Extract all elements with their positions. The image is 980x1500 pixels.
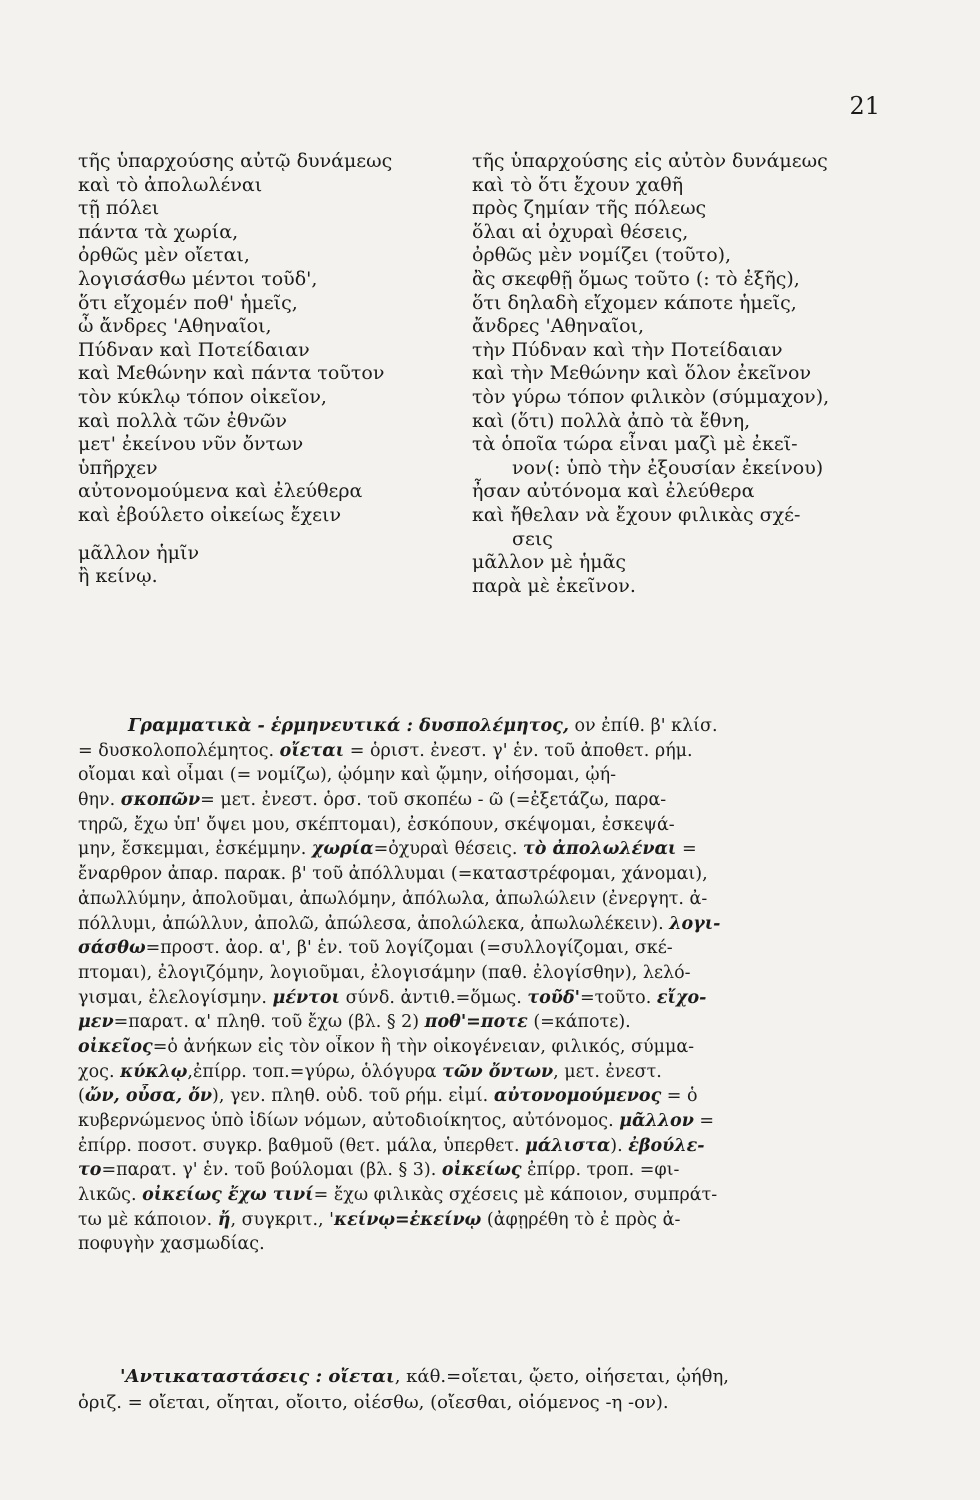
note-text: οἴομαι καὶ οἶμαι (= νομίζω), ᾠόμην καὶ ᾤμην, οἰήσομαι, ᾠή- — [78, 765, 617, 786]
note-text: τηρῶ, ἔχω ὑπ' ὄψει μου, σκέπτομαι), ἐσκόπουν, σκέψομαι, ἐσκεψά- — [78, 814, 675, 835]
notes-line — [78, 986, 868, 1011]
note-text: = — [676, 839, 697, 860]
note-text: (ἀφῃρέθη τὸ ἐ πρὸς ἀ- — [481, 1209, 681, 1230]
notes-line — [78, 1010, 868, 1035]
notes-line — [78, 813, 868, 838]
note-text: , συγκριτ., ' — [230, 1209, 334, 1230]
note-text: , μετ. ἐνεστ. — [553, 1061, 662, 1082]
note-text: κυβερνώμενος ὑπὸ ἰδίων νόμων, αὐτοδιοίκητος, αὐτόνομος. — [78, 1111, 620, 1131]
notes-line — [78, 1158, 868, 1183]
right-column-line: ὀρθῶς μὲν νομίζει (τοῦτο), — [472, 244, 732, 267]
notes-line — [78, 862, 868, 887]
left-column-line: ὦ ἄνδρες 'Αθηναῖοι, — [78, 315, 272, 338]
notes-line — [78, 1134, 868, 1159]
substitutions-line — [78, 1390, 868, 1416]
note-text: ἐπίρρ. ποσοτ. συγκρ. βαθμοῦ (θετ. μάλα, ὑπερθετ. — [78, 1135, 526, 1156]
note-text: ). — [610, 1135, 629, 1156]
left-column-line: ὑπῆρχεν — [78, 456, 158, 479]
right-column-line: καὶ ἤθελαν νὰ ἔχουν φιλικὰς σχέ- — [472, 503, 801, 526]
right-column-line: ἄνδρες 'Αθηναῖοι, — [472, 315, 645, 338]
term: οἰκεῖος — [78, 1036, 153, 1057]
notes-line — [78, 1109, 868, 1134]
right-column-line: σεις — [512, 527, 553, 550]
right-column-line: καὶ (ὅτι) πολλὰ ἀπὸ τὰ ἔθνη, — [472, 409, 751, 432]
note-text: θην. — [78, 790, 121, 811]
notes-line — [78, 1060, 868, 1085]
page-number: 21 — [849, 92, 880, 120]
left-column-line: πάντα τὰ χωρία, — [78, 220, 239, 243]
notes-line — [78, 1208, 868, 1233]
note-text: =τοῦτο. — [579, 987, 657, 1008]
right-column-line: ὅτι δηλαδὴ εἴχομεν κάποτε ἡμεῖς, — [472, 291, 797, 314]
note-text: ποφυγὴν χασμωδίας. — [78, 1234, 265, 1255]
left-column-line: μᾶλλον ἡμῖν — [78, 541, 200, 564]
notes-line — [78, 1084, 868, 1109]
term: οἰκείως ἔχω τινί — [142, 1185, 314, 1206]
right-column-line: τὴν Πύδναν καὶ τὴν Ποτείδαιαν — [472, 338, 783, 361]
term: τὸ ἀπολωλέναι — [522, 839, 677, 860]
notes-line — [78, 788, 868, 813]
substitutions-line — [78, 1364, 868, 1390]
notes-line — [78, 837, 868, 862]
term: Γραμματικὰ - ἑρμηνευτικά : δυσπολέμητος, — [128, 716, 569, 736]
term: εἴχο- — [656, 987, 707, 1008]
note-text: ( — [78, 1086, 85, 1107]
note-text: ἀπωλλύμην, ἀπολοῦμαι, ἀπωλόμην, ἀπόλωλα, ἀπωλώλειν (ἐνεργητ. ἀ- — [78, 888, 708, 909]
right-column-line: ἦσαν αὐτόνομα καὶ ἐλεύθερα — [472, 480, 755, 503]
left-column-line: ἢ κείνῳ. — [78, 565, 158, 588]
right-column-line: τῆς ὑπαρχούσης εἰς αὐτὸν δυνάμεως — [472, 150, 828, 172]
term: κύκλῳ — [120, 1061, 188, 1082]
notes-line — [78, 1183, 868, 1208]
left-column-line: Πύδναν καὶ Ποτείδαιαν — [78, 338, 310, 361]
note-text: =προστ. ἀορ. α', β' ἑν. τοῦ λογίζομαι (=συλλογίζομαι, σκέ- — [145, 938, 673, 959]
left-column-line: τῇ πόλει — [78, 197, 160, 220]
right-column-line: τὰ ὁποῖα τώρα εἶναι μαζὶ μὲ ἐκεῖ- — [472, 433, 798, 456]
notes-line — [78, 912, 868, 937]
term: οἴεται — [279, 740, 345, 761]
note-text: μην, ἔσκεμμαι, ἐσκέμμην. — [78, 839, 312, 860]
note-text: = ἔχω φιλικὰς σχέσεις μὲ κάποιον, συμπράτ- — [313, 1185, 718, 1206]
term: αὐτονομούμενος — [493, 1086, 662, 1107]
note-text: = μετ. ἐνεστ. ὁρσ. τοῦ σκοπέω - ῶ (=ἐξετάζω, παρα- — [200, 790, 667, 811]
term: οἰκείως — [441, 1160, 522, 1181]
right-column-line: ὅλαι αἱ ὀχυραὶ θέσεις, — [472, 220, 689, 243]
term: κείνῳ=ἐκείνῳ — [333, 1209, 482, 1230]
term: σάσθω — [78, 938, 146, 959]
notes-line — [78, 936, 868, 961]
notes-line — [78, 1035, 868, 1060]
note-text: =ὁ ἀνήκων εἰς τὸν οἶκον ἢ τὴν οἰκογένειαν, φιλικός, σύμμα- — [152, 1036, 695, 1057]
left-column-line: καὶ τὸ ἀπολωλέναι — [78, 173, 263, 196]
left-column-line: καὶ πολλὰ τῶν ἐθνῶν — [78, 409, 287, 432]
term: 'Αντικαταστάσεις : οἴεται — [120, 1366, 395, 1387]
term: χωρία — [311, 839, 374, 860]
note-text: πτομαι), ἐλογιζόμην, λογιοῦμαι, ἐλογισάμην (παθ. ἐλογίσθην), λελό- — [78, 962, 691, 983]
note-text: = — [693, 1111, 715, 1131]
right-column-line: ἂς σκεφθῇ ὅμως τοῦτο (: τὸ ἑξῆς), — [472, 267, 800, 290]
left-column-line: καὶ Μεθώνην καὶ πάντα τοῦτον — [78, 362, 385, 385]
left-column-line: ὀρθῶς μὲν οἴεται, — [78, 244, 250, 267]
note-text: =ὀχυραὶ θέσεις. — [373, 839, 523, 860]
notes-line — [78, 961, 868, 986]
notes-line — [78, 1232, 868, 1257]
left-column-line: λογισάσθω μέντοι τοῦδ', — [78, 267, 318, 290]
right-column-line: παρὰ μὲ ἐκεῖνον. — [472, 574, 636, 597]
left-column-line: μετ' ἐκείνου νῦν ὄντων — [78, 433, 304, 456]
note-text: λικῶς. — [78, 1185, 143, 1206]
note-text: ὁριζ. = οἴεται, οἴηται, οἴοιτο, οἰέσθω, (οἴεσθαι, οἰόμενος -η -ον). — [78, 1392, 669, 1413]
right-column-line: νον(: ὑπὸ τὴν ἐξουσίαν ἐκείνου) — [512, 456, 824, 479]
note-text: γισμαι, ἐλελογίσμην. — [78, 987, 273, 1008]
note-text: , κάθ.=οἴεται, ᾤετο, οἰήσεται, ᾠήθη, — [394, 1366, 730, 1387]
note-text: =παρατ. α' πληθ. τοῦ ἔχω (βλ. § 2) — [113, 1012, 425, 1033]
notes-line — [78, 714, 868, 739]
term: ὤν, οὖσα, ὄν — [84, 1086, 213, 1107]
notes-line — [78, 887, 868, 912]
notes-line — [78, 763, 868, 788]
note-text: ἔναρθρον ἀπαρ. παρακ. β' τοῦ ἀπόλλυμαι (=καταστρέφομαι, χάνομαι), — [78, 864, 708, 885]
note-text: = ὁριστ. ἐνεστ. γ' ἑν. τοῦ ἀποθετ. ρήμ. — [344, 740, 693, 761]
translation-column — [472, 150, 882, 598]
term: μεν — [78, 1012, 114, 1033]
note-text: σύνδ. ἀντιθ.=ὅμως. — [340, 987, 528, 1008]
right-column-line: μᾶλλον μὲ ἡμᾶς — [472, 551, 627, 574]
left-column-line: τὸν κύκλῳ τόπον οἰκεῖον, — [78, 385, 327, 408]
left-column-line: αὐτονομούμενα καὶ ἐλεύθερα — [78, 480, 363, 503]
note-text: πόλλυμι, ἀπώλλυν, ἀπολῶ, ἀπώλεσα, ἀπολώλεκα, ἀπωλωλέκειν). — [78, 913, 670, 934]
left-column-line: τῆς ὑπαρχούσης αὐτῷ δυνάμεως — [78, 150, 393, 172]
term: σκοπῶν — [120, 790, 201, 811]
note-text: (=κάποτε). — [527, 1012, 631, 1033]
grammar-notes — [78, 714, 868, 1257]
right-column-line: καὶ τὴν Μεθώνην καὶ ὅλον ἐκεῖνον — [472, 362, 812, 385]
right-column-line: τὸν γύρω τόπον φιλικὸν (σύμμαχον), — [472, 385, 830, 408]
left-column-line: καὶ ἐβούλετο οἰκείως ἔχειν — [78, 503, 342, 526]
note-text: ,ἐπίρρ. τοπ.=γύρω, ὁλόγυρα — [187, 1061, 443, 1082]
note-text: ), γεν. πληθ. οὐδ. τοῦ ρήμ. εἰμί. — [212, 1086, 494, 1107]
notes-line — [78, 739, 868, 764]
term: μᾶλλον — [619, 1111, 694, 1131]
term: μέντοι — [272, 987, 341, 1008]
ancient-text-column — [78, 150, 392, 589]
note-text: = ὁ — [661, 1086, 698, 1107]
note-text: ον ἐπίθ. β' κλίσ. — [568, 716, 718, 736]
term: τοῦδ' — [527, 987, 580, 1008]
substitutions-note — [78, 1364, 868, 1416]
note-text: =παρατ. γ' ἑν. τοῦ βούλομαι (βλ. § 3). — [101, 1160, 442, 1181]
term: ποθ'=ποτε — [424, 1012, 528, 1033]
term: ἐβούλε- — [628, 1135, 705, 1156]
term: λογι- — [669, 913, 721, 934]
note-text: ἐπίρρ. τροπ. =φι- — [521, 1160, 680, 1181]
note-text: = δυσκολοπολέμητος. — [78, 740, 280, 761]
left-column-line: ὅτι εἴχομέν ποθ' ἡμεῖς, — [78, 291, 298, 314]
right-column-line: καὶ τὸ ὅτι ἔχουν χαθῆ — [472, 173, 684, 196]
term: το — [78, 1160, 102, 1181]
right-column-line: πρὸς ζημίαν τῆς πόλεως — [472, 197, 707, 220]
term: τῶν ὄντων — [442, 1061, 554, 1082]
term: μάλιστα — [525, 1135, 611, 1156]
note-text: τω μὲ κάποιον. — [78, 1209, 218, 1230]
term: ἤ — [217, 1209, 231, 1230]
note-text: χος. — [78, 1061, 121, 1082]
